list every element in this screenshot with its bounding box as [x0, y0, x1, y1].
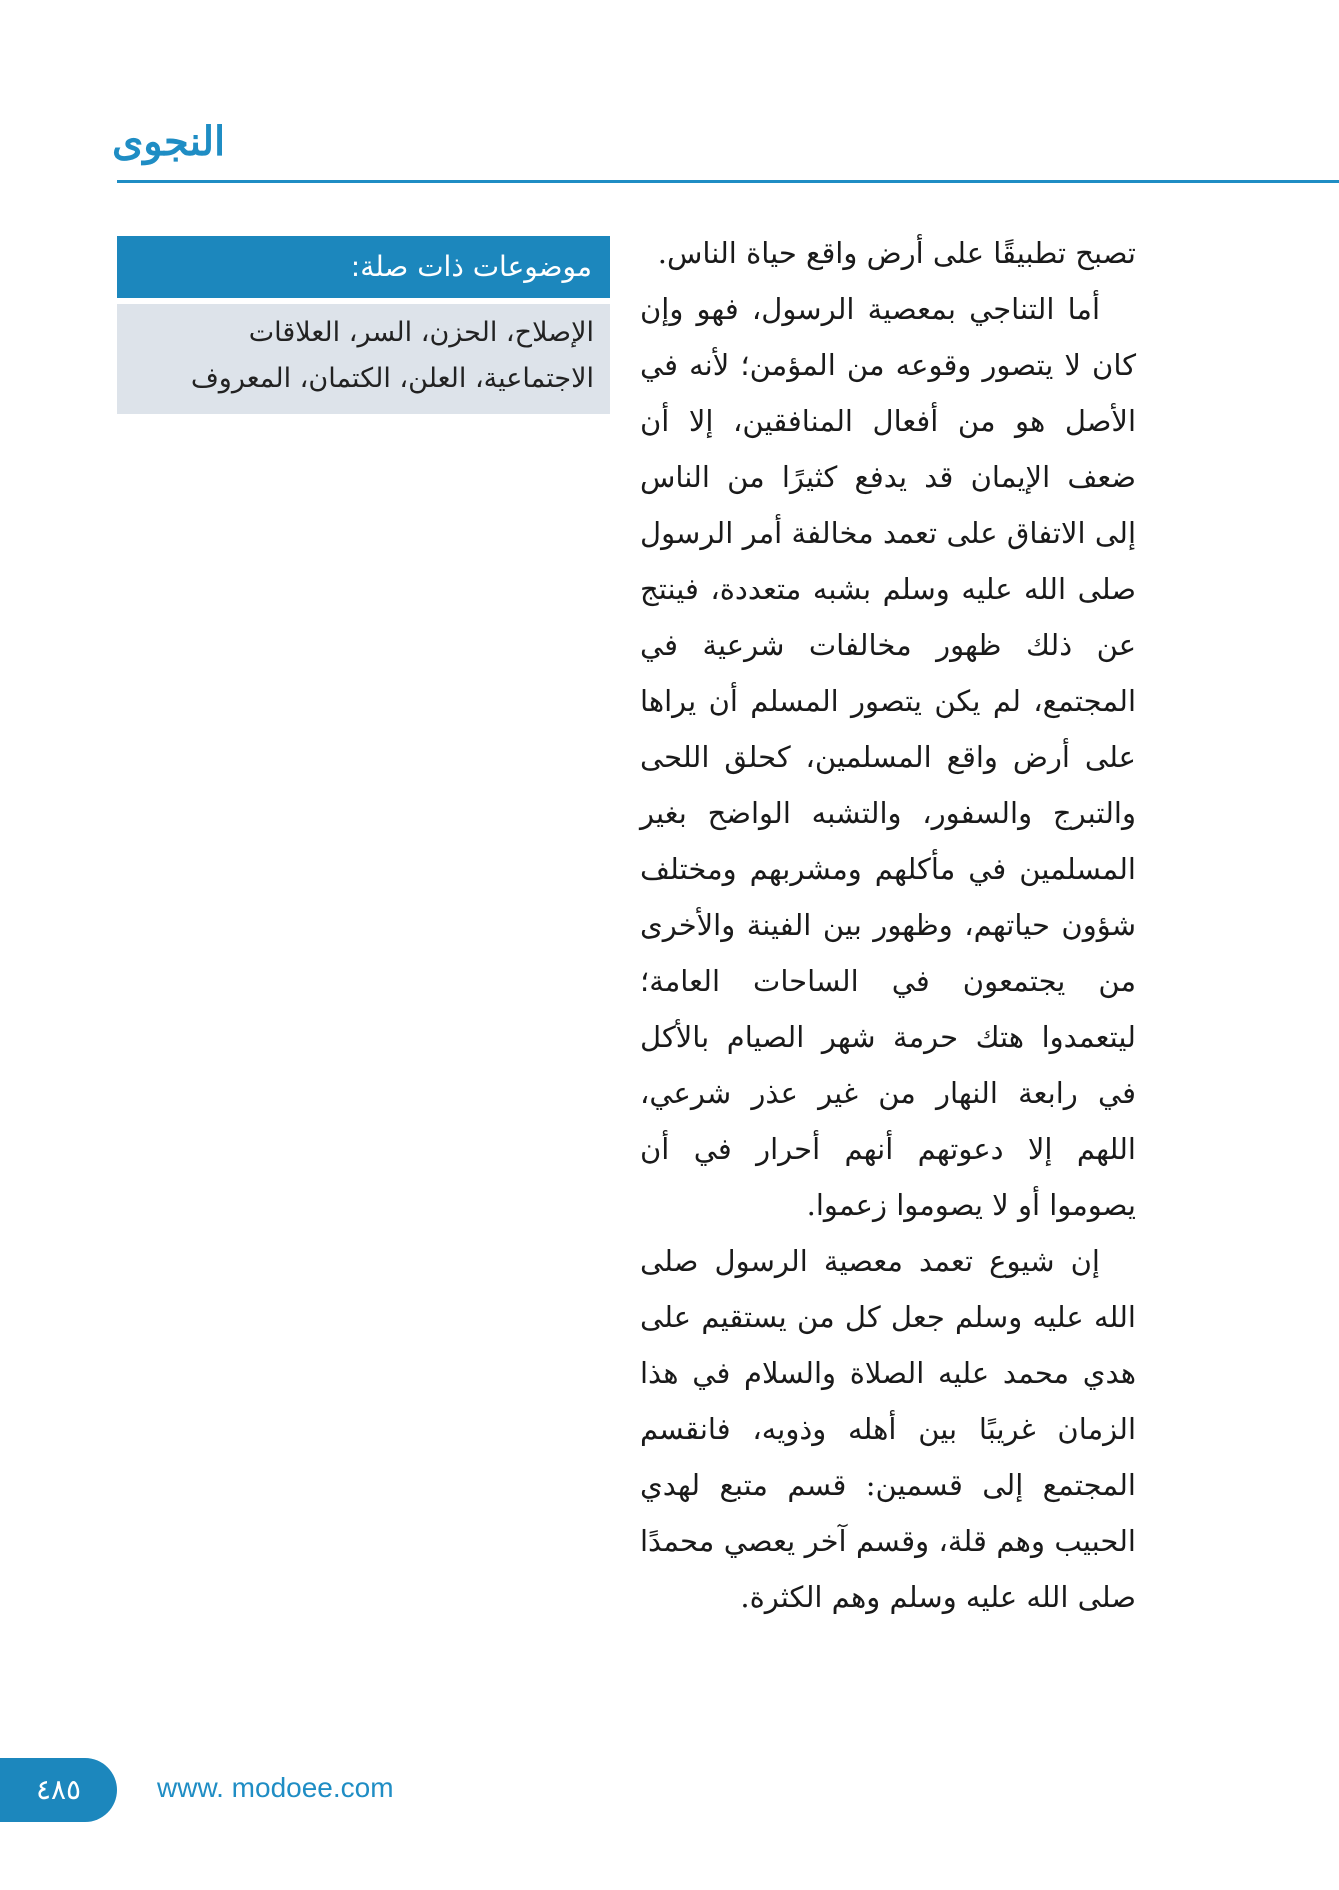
page-number: ٤٨٥: [0, 1758, 117, 1822]
page-header-title: النجوى: [112, 118, 226, 165]
article-paragraph-1: تصبح تطبيقًا على أرض واقع حياة الناس.: [657, 236, 1136, 270]
related-topics-list: الإصلاح، الحزن، السر، العلاقات الاجتماعية، العلن، الكتمان، المعروف: [117, 304, 610, 414]
article-paragraph-2: أما التناجي بمعصية الرسول، فهو وإن كان لا يتصور وقوعه من المؤمن؛ لأنه في الأصل هو من أفعال المنافقين، إلا أن ضعف الإيمان قد يدفع كثيرًا من الناس إلى الاتفاق على تعمد مخالفة أمر الرسول صلى الله عليه وسلم بشبه متعددة، فينتج عن ذلك ظهور مخالفات شرعية في المجتمع، لم يكن يتصور المسلم أن يراها على أرض واقع المسلمين، كحلق اللحى والتبرج والسفور، والتشبه الواضح بغير المسلمين في مأكلهم ومشربهم ومختلف شؤون حياتهم، وظهور بين الفينة والأخرى من يجتمعون في الساحات العامة؛ ليتعمدوا هتك حرمة شهر الصيام بالأكل في رابعة النهار من غير عذر شرعي، اللهم إلا دعوتهم أنهم أحرار في أن يصوموا أو لا يصوموا زعموا.: [640, 292, 1136, 1222]
header-divider: [117, 180, 1339, 183]
site-url-link[interactable]: www. modoee.com: [157, 1772, 394, 1803]
related-topics-box: [117, 236, 610, 414]
related-topics-heading: موضوعات ذات صلة:: [117, 236, 610, 298]
main-article-text: [640, 225, 1136, 1625]
article-paragraph-3: إن شيوع تعمد معصية الرسول صلى الله عليه وسلم جعل كل من يستقيم على هدي محمد عليه الصلاة والسلام في هذا الزمان غريبًا بين أهله وذويه، فانقسم المجتمع إلى قسمين: قسم متبع لهدي الحبيب وهم قلة، وقسم آخر يعصي محمدًا صلى الله عليه وسلم وهم الكثرة.: [640, 1244, 1136, 1614]
